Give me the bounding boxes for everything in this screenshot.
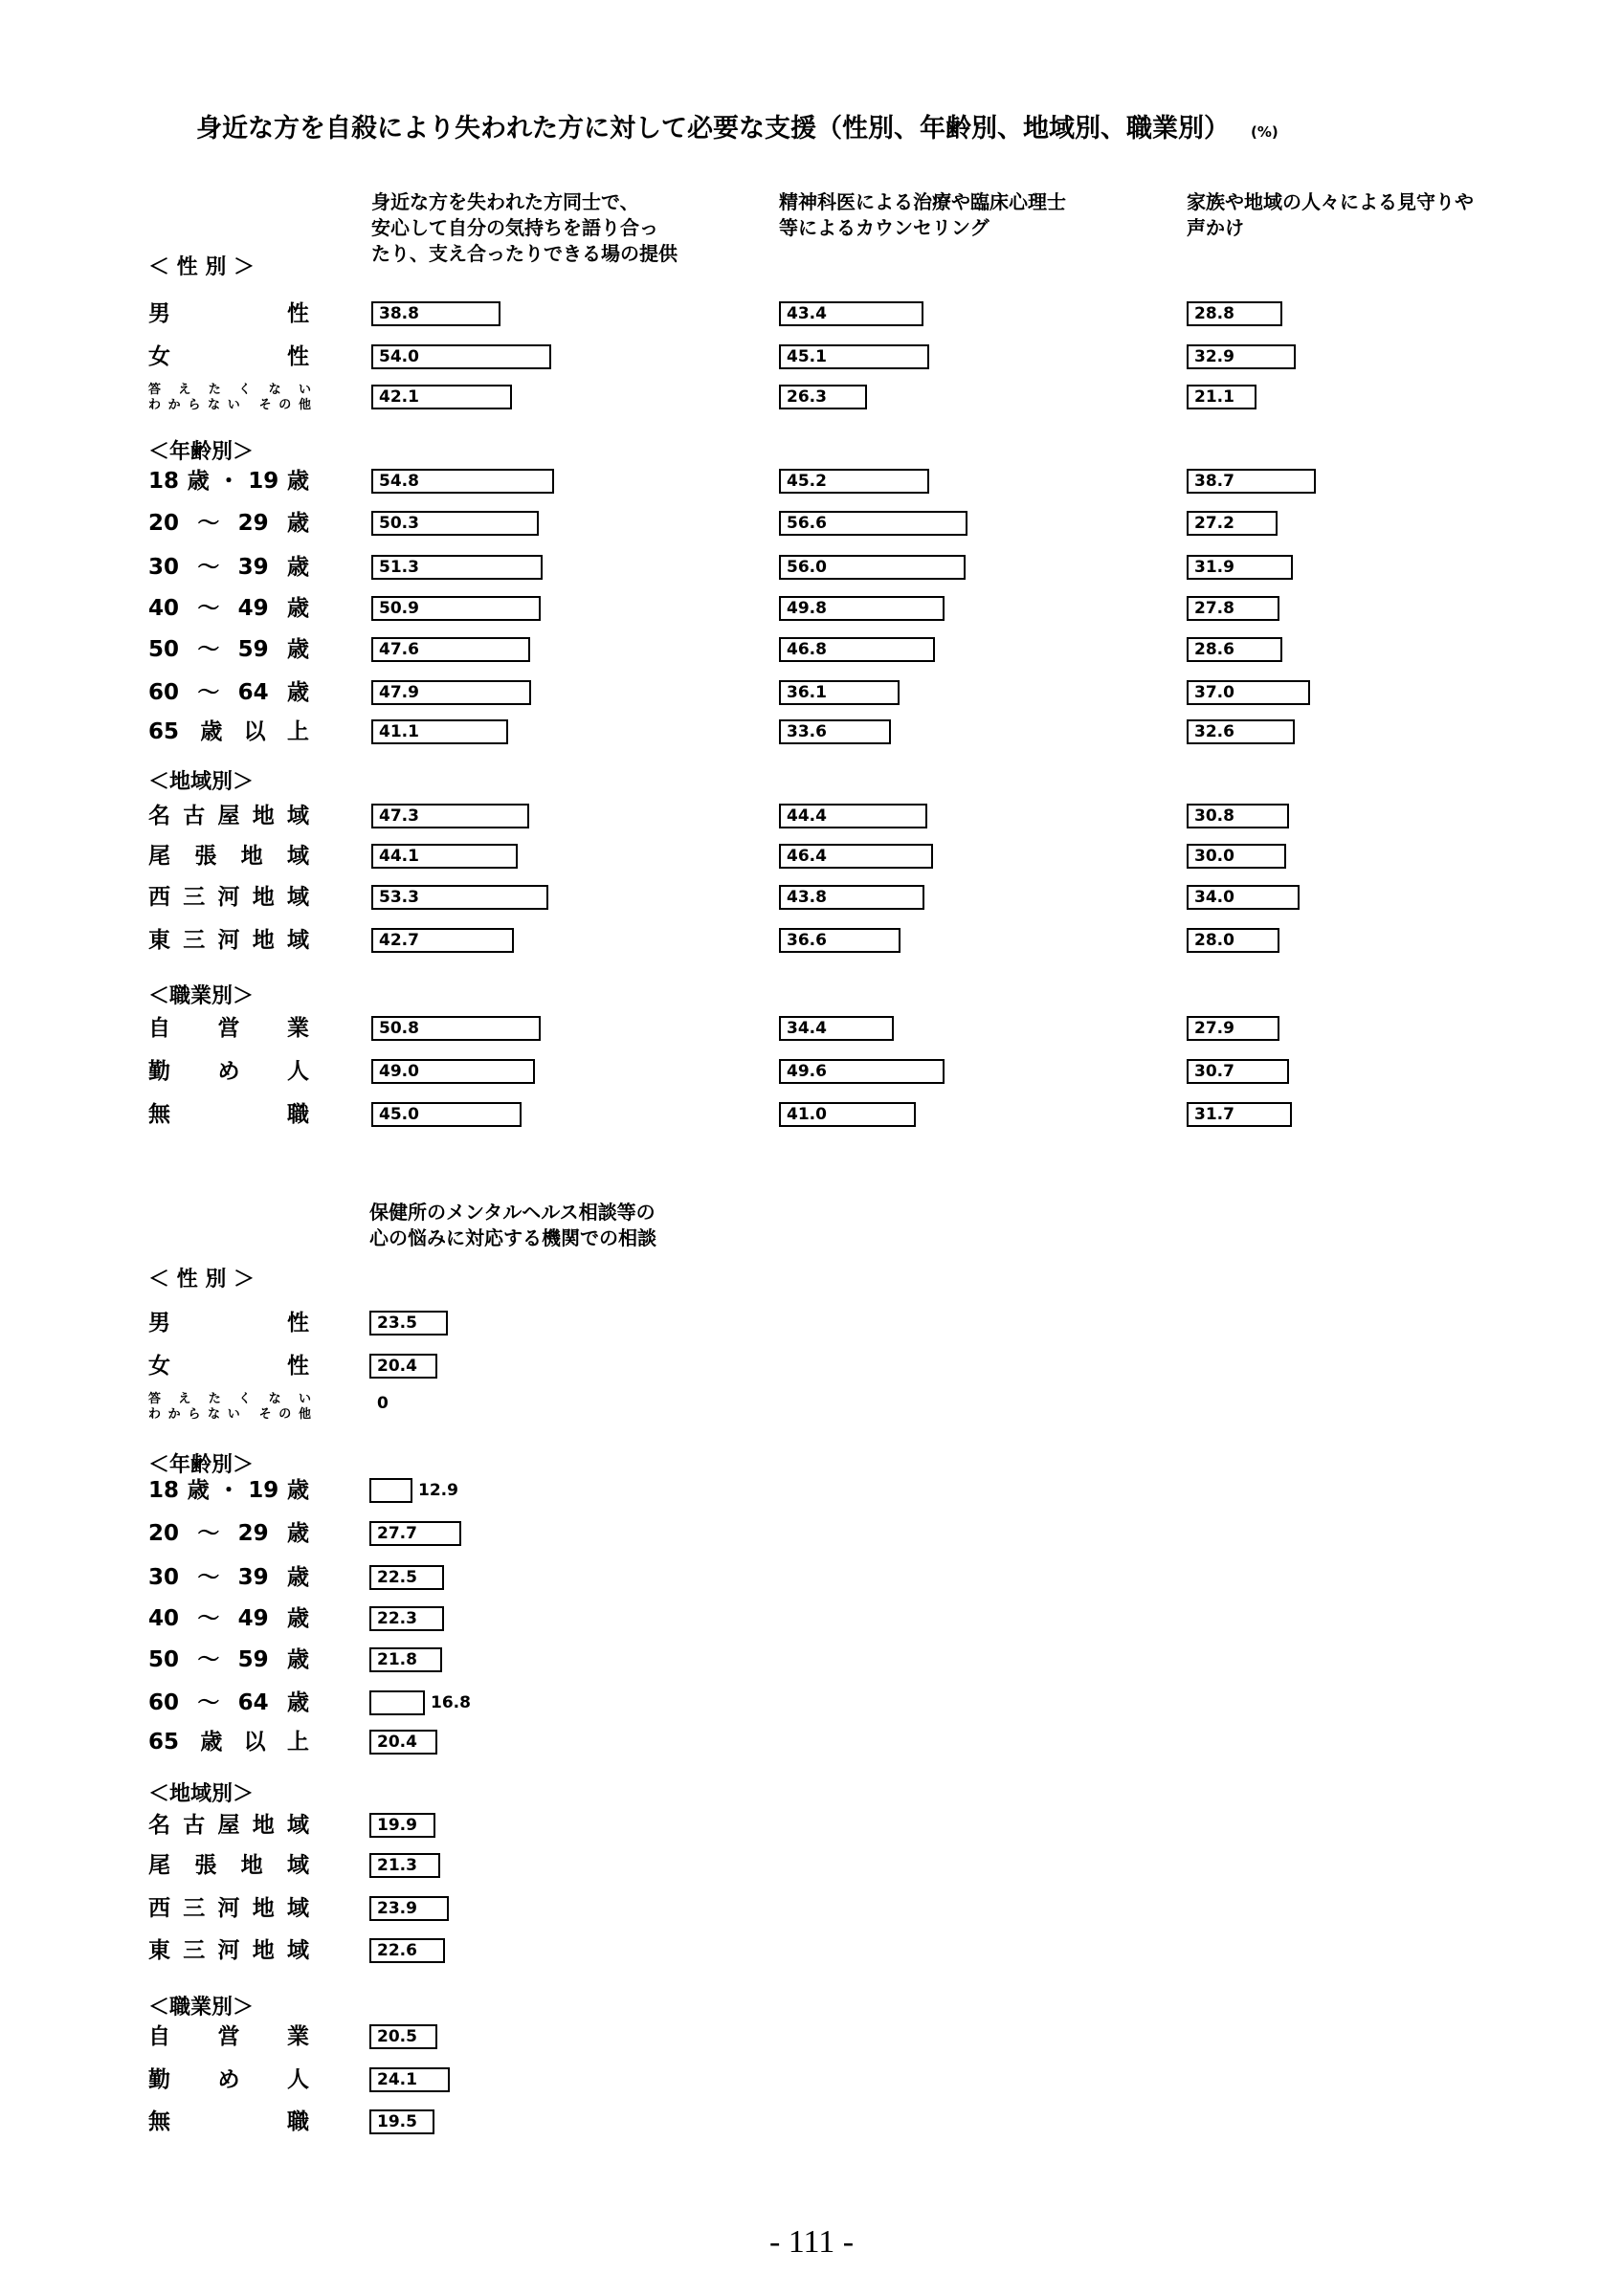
bar xyxy=(371,596,541,621)
bar xyxy=(369,1853,440,1878)
bar xyxy=(1187,719,1295,744)
data-label: 45.0 xyxy=(379,1105,419,1124)
bar xyxy=(779,511,967,536)
row-label: 男性 xyxy=(148,301,309,326)
bar xyxy=(1187,511,1278,536)
bar xyxy=(1187,637,1282,662)
row-label: 60～64歳 xyxy=(148,680,309,705)
data-label: 42.1 xyxy=(379,387,419,407)
row-label: 女性 xyxy=(148,1354,309,1379)
bar xyxy=(369,1690,471,1715)
bar xyxy=(369,1521,461,1546)
bar xyxy=(369,2024,437,2049)
bar xyxy=(1187,928,1279,953)
row-label: 女性 xyxy=(148,344,309,369)
bar xyxy=(1187,804,1289,828)
data-label: 34.0 xyxy=(1194,888,1234,907)
data-label: 34.4 xyxy=(787,1019,827,1038)
title-text: 身近な方を自殺により失われた方に対して必要な支援（性別、年齢別、地域別、職業別） xyxy=(196,114,1230,144)
data-label: 33.6 xyxy=(787,722,827,741)
data-label: 20.4 xyxy=(377,1357,417,1376)
data-label: 27.9 xyxy=(1194,1019,1234,1038)
bar xyxy=(369,1311,448,1336)
bar xyxy=(779,1102,916,1127)
data-label: 20.5 xyxy=(377,2027,417,2046)
bar xyxy=(371,469,554,494)
row-label: 尾張地域 xyxy=(148,1853,309,1878)
row-label: 東三河地域 xyxy=(148,1938,309,1963)
bar xyxy=(369,1606,444,1631)
bar xyxy=(779,804,927,828)
row-label: 答えたくない わからない その他 xyxy=(148,1392,311,1422)
group-heading: ＜年齢別＞ xyxy=(148,1453,255,1477)
bar xyxy=(1187,344,1296,369)
data-label: 50.9 xyxy=(379,599,419,618)
bar xyxy=(1187,844,1286,869)
data-label: 53.3 xyxy=(379,888,419,907)
row-label: 尾張地域 xyxy=(148,844,309,869)
bar xyxy=(371,844,518,869)
data-label: 27.8 xyxy=(1194,599,1234,618)
data-label: 56.6 xyxy=(787,514,827,533)
bar xyxy=(371,637,530,662)
bar xyxy=(371,804,529,828)
series-header: 家族や地域の人々による見守りや 声かけ xyxy=(1187,190,1474,239)
bar xyxy=(369,2067,450,2092)
data-label: 23.9 xyxy=(377,1899,417,1918)
row-label: 勤め人 xyxy=(148,1059,309,1084)
data-label: 21.1 xyxy=(1194,387,1234,407)
data-label: 26.3 xyxy=(787,387,827,407)
data-label: 47.9 xyxy=(379,683,419,702)
data-label: 50.8 xyxy=(379,1019,419,1038)
row-label: 30～39歳 xyxy=(148,1565,309,1590)
group-heading: ＜ 性 別 ＞ xyxy=(148,255,255,279)
bar xyxy=(779,385,867,409)
row-label: 名古屋地域 xyxy=(148,1813,309,1838)
data-label: 51.3 xyxy=(379,558,419,577)
data-label: 37.0 xyxy=(1194,683,1234,702)
bar xyxy=(371,1102,522,1127)
bar xyxy=(779,928,900,953)
bar xyxy=(1187,301,1282,326)
data-label: 22.5 xyxy=(377,1568,417,1587)
group-heading: ＜地域別＞ xyxy=(148,770,255,794)
data-label: 36.1 xyxy=(787,683,827,702)
unit-label: (%) xyxy=(1251,123,1278,141)
row-label: 無職 xyxy=(148,2109,309,2134)
bar xyxy=(371,555,543,580)
bar xyxy=(369,1896,449,1921)
data-label: 56.0 xyxy=(787,558,827,577)
bar xyxy=(371,301,500,326)
data-label: 54.0 xyxy=(379,347,419,366)
bar xyxy=(779,885,924,910)
row-label: 西三河地域 xyxy=(148,1896,309,1921)
bar xyxy=(371,719,508,744)
bar xyxy=(779,680,900,705)
data-label: 43.4 xyxy=(787,304,827,323)
row-label: 西三河地域 xyxy=(148,885,309,910)
data-label: 30.8 xyxy=(1194,806,1234,826)
bar xyxy=(1187,1016,1279,1041)
data-label: 28.6 xyxy=(1194,640,1234,659)
bar xyxy=(369,1813,435,1838)
bar xyxy=(1187,385,1256,409)
bar xyxy=(1187,1059,1289,1084)
group-heading: ＜地域別＞ xyxy=(148,1782,255,1806)
series-header: 保健所のメンタルヘルス相談等の 心の悩みに対応する機関での相談 xyxy=(369,1201,656,1249)
data-label: 44.4 xyxy=(787,806,827,826)
data-label: 31.7 xyxy=(1194,1105,1234,1124)
data-label: 16.8 xyxy=(431,1693,471,1712)
bar xyxy=(371,680,531,705)
bar xyxy=(369,1938,445,1963)
data-label: 47.3 xyxy=(379,806,419,826)
bar xyxy=(779,469,929,494)
bar xyxy=(779,719,891,744)
row-label: 65歳以上 xyxy=(148,719,309,744)
bar xyxy=(779,301,923,326)
row-label: 無職 xyxy=(148,1102,309,1127)
data-label: 20.4 xyxy=(377,1733,417,1752)
data-label: 49.6 xyxy=(787,1062,827,1081)
series-header: 精神科医による治療や臨床心理士 等によるカウンセリング xyxy=(779,190,1066,239)
bar xyxy=(779,844,933,869)
data-label: 19.9 xyxy=(377,1816,417,1835)
row-label: 勤め人 xyxy=(148,2067,309,2092)
page-title xyxy=(196,107,1517,144)
data-label: 43.8 xyxy=(787,888,827,907)
row-label: 30～39歳 xyxy=(148,555,309,580)
row-label: 50～59歳 xyxy=(148,1647,309,1672)
data-label: 32.6 xyxy=(1194,722,1234,741)
data-label: 36.6 xyxy=(787,931,827,950)
data-label: 49.0 xyxy=(379,1062,419,1081)
row-label: 40～49歳 xyxy=(148,1606,309,1631)
bar xyxy=(369,1354,437,1379)
row-label: 18歳・19歳 xyxy=(148,469,309,494)
data-label: 45.1 xyxy=(787,347,827,366)
data-label: 44.1 xyxy=(379,847,419,866)
data-label: 12.9 xyxy=(418,1481,458,1500)
bar xyxy=(371,385,512,409)
bar xyxy=(779,637,935,662)
bar xyxy=(779,1016,894,1041)
row-label: 男性 xyxy=(148,1311,309,1336)
group-heading: ＜職業別＞ xyxy=(148,984,255,1008)
group-heading: ＜年齢別＞ xyxy=(148,440,255,464)
bar xyxy=(369,1647,442,1672)
bar xyxy=(779,596,945,621)
group-heading: ＜職業別＞ xyxy=(148,1996,255,2020)
bar xyxy=(371,1059,535,1084)
bar xyxy=(779,344,929,369)
bar xyxy=(369,2109,434,2134)
data-label: 41.1 xyxy=(379,722,419,741)
data-label: 38.8 xyxy=(379,304,419,323)
data-label: 30.0 xyxy=(1194,847,1234,866)
data-label: 0 xyxy=(377,1394,389,1413)
data-label: 30.7 xyxy=(1194,1062,1234,1081)
bar xyxy=(1187,469,1316,494)
data-label: 22.3 xyxy=(377,1609,417,1628)
data-label: 54.8 xyxy=(379,472,419,491)
bar xyxy=(369,1478,458,1503)
row-label: 名古屋地域 xyxy=(148,804,309,828)
row-label: 40～49歳 xyxy=(148,596,309,621)
bar xyxy=(779,555,966,580)
data-label: 24.1 xyxy=(377,2070,417,2089)
bar xyxy=(1187,680,1310,705)
bar xyxy=(371,1016,541,1041)
bar xyxy=(369,1565,444,1590)
data-label: 49.8 xyxy=(787,599,827,618)
bar xyxy=(369,1730,437,1755)
data-label: 45.2 xyxy=(787,472,827,491)
row-label: 自営業 xyxy=(148,2024,309,2049)
data-label: 21.3 xyxy=(377,1856,417,1875)
page-number: - 111 - xyxy=(768,2224,855,2260)
data-label: 42.7 xyxy=(379,931,419,950)
data-label: 41.0 xyxy=(787,1105,827,1124)
row-label: 答えたくない わからない その他 xyxy=(148,383,311,412)
bar xyxy=(1187,596,1279,621)
group-heading: ＜ 性 別 ＞ xyxy=(148,1268,255,1292)
bar xyxy=(371,344,551,369)
bar xyxy=(779,1059,945,1084)
row-label: 東三河地域 xyxy=(148,928,309,953)
row-label: 50～59歳 xyxy=(148,637,309,662)
data-label: 50.3 xyxy=(379,514,419,533)
bar xyxy=(1187,555,1293,580)
series-header: 身近な方を失われた方同士で、 安心して自分の気持ちを語り合っ たり、支え合ったりできる場の提供 xyxy=(371,190,678,265)
bar xyxy=(371,885,548,910)
row-label: 65歳以上 xyxy=(148,1730,309,1755)
data-label: 22.6 xyxy=(377,1941,417,1960)
data-label: 28.8 xyxy=(1194,304,1234,323)
data-label: 23.5 xyxy=(377,1314,417,1333)
data-label: 28.0 xyxy=(1194,931,1234,950)
data-label: 38.7 xyxy=(1194,472,1234,491)
data-label: 27.7 xyxy=(377,1524,417,1543)
data-label: 19.5 xyxy=(377,2112,417,2131)
row-label: 18歳・19歳 xyxy=(148,1478,309,1503)
data-label: 21.8 xyxy=(377,1650,417,1669)
bar xyxy=(371,511,539,536)
data-label: 46.4 xyxy=(787,847,827,866)
data-label: 32.9 xyxy=(1194,347,1234,366)
bar xyxy=(371,928,514,953)
bar xyxy=(1187,1102,1292,1127)
row-label: 20～29歳 xyxy=(148,511,309,536)
data-label: 31.9 xyxy=(1194,558,1234,577)
bar xyxy=(1187,885,1300,910)
data-label: 46.8 xyxy=(787,640,827,659)
row-label: 20～29歳 xyxy=(148,1521,309,1546)
data-label: 27.2 xyxy=(1194,514,1234,533)
row-label: 60～64歳 xyxy=(148,1690,309,1715)
row-label: 自営業 xyxy=(148,1016,309,1041)
data-label: 47.6 xyxy=(379,640,419,659)
